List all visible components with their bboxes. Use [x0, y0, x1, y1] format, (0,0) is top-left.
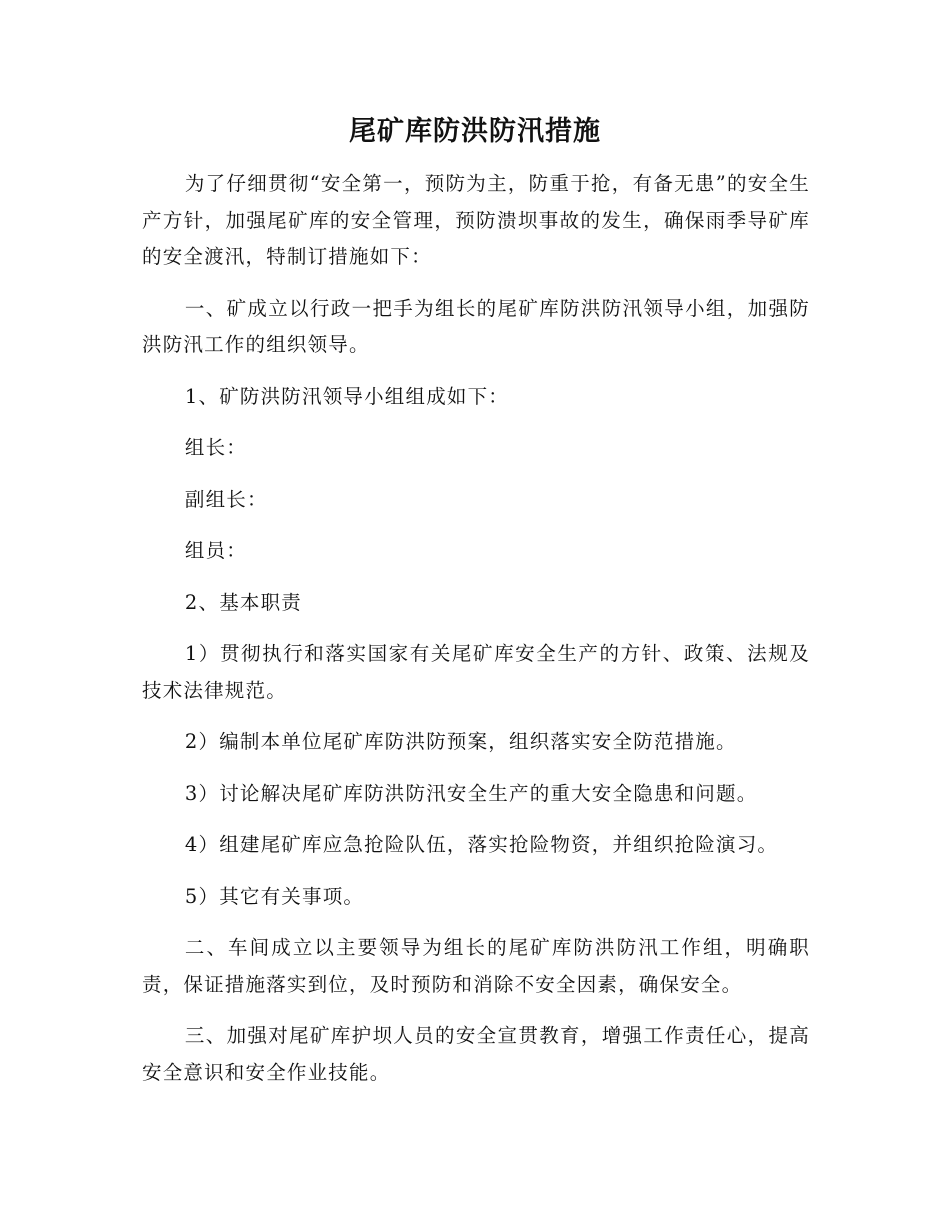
- section-3-paragraph: 三、加强对尾矿库护坝人员的安全宣贯教育，增强工作责任心，提高安全意识和安全作业技能。: [142, 1024, 810, 1084]
- document-body: [142, 166, 810, 1106]
- subsection-2-heading: 2、基本职责: [184, 590, 302, 614]
- leader-line: 组长：: [184, 436, 247, 459]
- page-title: 尾矿库防洪防汛措施: [349, 116, 601, 147]
- subsection-1-heading: 1、矿防洪防汛领导小组组成如下：: [184, 384, 509, 408]
- intro-paragraph: 为了仔细贯彻“安全第一，预防为主，防重于抢，有备无患”的安全生产方针，加强尾矿库的安全管理，预防溃坝事故的发生，确保雨季导矿库的安全渡汛，特制订措施如下：: [142, 172, 810, 268]
- duty-item-5: 5）其它有关事项。: [184, 884, 365, 908]
- section-2-paragraph: 二、车间成立以主要领导为组长的尾矿库防洪防汛工作组，明确职责，保证措施落实到位，及时预防和消除不安全因素，确保安全。: [142, 936, 810, 996]
- duty-item-3: 3）讨论解决尾矿库防洪防汛安全生产的重大安全隐患和问题。: [184, 781, 758, 805]
- members-line: 组员：: [184, 539, 247, 562]
- deputy-leader-line: 副组长：: [184, 487, 268, 511]
- duty-item-4: 4）组建尾矿库应急抢险队伍，落实抢险物资，并组织抢险演习。: [184, 833, 779, 856]
- section-1-paragraph: 一、矿成立以行政一把手为组长的尾矿库防洪防汛领导小组，加强防洪防汛工作的组织领导。: [142, 296, 810, 356]
- duty-item-2: 2）编制本单位尾矿库防洪防预案，组织落实安全防范措施。: [184, 730, 737, 753]
- duty-item-1: 1）贯彻执行和落实国家有关尾矿库安全生产的方针、政策、法规及技术法律规范。: [142, 642, 810, 702]
